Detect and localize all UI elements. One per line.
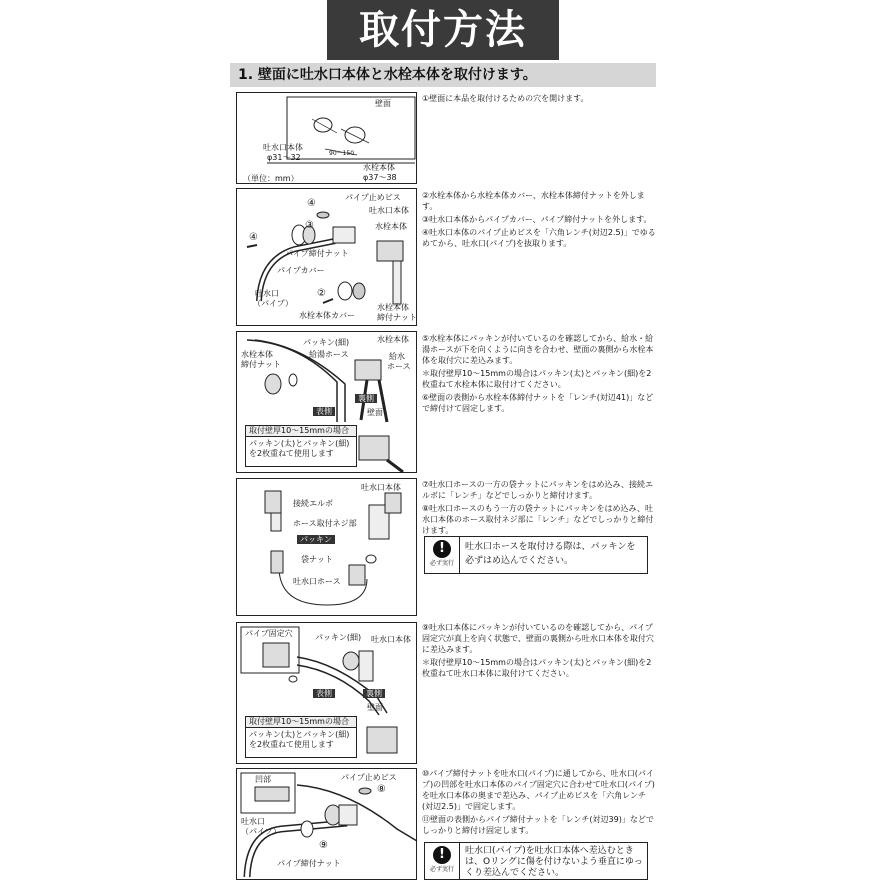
spout-dia-label: φ31～32 bbox=[267, 153, 301, 162]
note-7: ⑦吐水口ホースの一方の袋ナットにパッキンをはめ込み、接続エルボに「レンチ」などでしっかりと締付けます。 bbox=[422, 480, 654, 500]
faucet-nut-label-2: 締付ナット bbox=[241, 360, 281, 369]
thick-wall-line-2: を2枚重ねて使用します bbox=[249, 740, 334, 749]
front-side-label: 表側 bbox=[313, 407, 335, 416]
spout-body-label: 吐水口本体 bbox=[369, 206, 409, 215]
stop-screw-label: パイプ止めビス bbox=[341, 773, 397, 782]
bag-nut-label: 袋ナット bbox=[301, 555, 333, 564]
note-3: ③吐水口本体からパイプカバー、パイプ締付ナットを外します。 bbox=[422, 215, 652, 224]
thick-wall-note bbox=[245, 716, 357, 758]
thick-wall-line-2: を2枚重ねて使用します bbox=[249, 449, 334, 458]
faucet-body-label: 水栓本体 bbox=[363, 163, 395, 172]
hose-label: 吐水口ホース bbox=[293, 577, 341, 586]
faucet-body-label: 水栓本体 bbox=[375, 222, 407, 231]
must-do-icon: ! 必ず実行 bbox=[425, 843, 460, 879]
note-1: ①壁面に本品を取付けるための穴を開けます。 bbox=[422, 94, 589, 103]
thick-wall-header: 取付壁厚10～15mmの場合 bbox=[246, 426, 356, 437]
step-4-marker: ④ bbox=[307, 198, 316, 209]
wall-label: 壁面 bbox=[367, 703, 383, 712]
wall-label: 壁面 bbox=[375, 99, 391, 108]
wall-label: 壁面 bbox=[367, 408, 383, 417]
must-do-icon: ! 必ず実行 bbox=[425, 537, 460, 573]
pipe-label: （パイプ） bbox=[241, 827, 281, 836]
notes-steps-5-6 bbox=[422, 333, 657, 416]
notes-steps-10-11 bbox=[422, 768, 657, 838]
faucet-nut-label-1: 水栓本体 bbox=[377, 303, 409, 312]
notes-step-9 bbox=[422, 622, 657, 681]
panel-faucet-install bbox=[236, 331, 417, 473]
panel-pipe-insert bbox=[236, 768, 417, 880]
panel-spout-install bbox=[236, 622, 417, 764]
groove-label: 凹部 bbox=[255, 775, 271, 784]
note-4: ④吐水口本体のパイプ止めビスを「六角レンチ(対辺2.5)」でゆるめてから、吐水口(パイプ)を抜取ります。 bbox=[422, 228, 656, 248]
thick-wall-note bbox=[245, 425, 357, 467]
thick-wall-line-1: パッキン(太)とパッキン(細) bbox=[249, 439, 350, 448]
panel-disassemble bbox=[236, 188, 417, 326]
water-hose-label-1: 給水 bbox=[389, 352, 405, 361]
dimension-label: 90～150 bbox=[329, 150, 355, 157]
notes-step-1 bbox=[422, 93, 657, 106]
note-10: ⑩パイプ締付ナットを吐水口(パイプ)に通してから、吐水口(パイプ)の凹部を吐水口本体のパイプ固定穴に合わせて吐水口(パイプ)を吐水口本体の奥まで差込み、パイプ止めビスを「六角レンチ(対辺2.5)」で固定します。 bbox=[422, 769, 655, 811]
stop-screw-label: パイプ止めビス bbox=[345, 193, 401, 202]
packing-label: パッキン(細) bbox=[303, 338, 350, 347]
faucet-nut-label-1: 水栓本体 bbox=[241, 350, 273, 359]
thick-wall-line-1: パッキン(太)とパッキン(細) bbox=[249, 730, 350, 739]
panel-hose-connect bbox=[236, 478, 417, 616]
warning-text-hose: 吐水口ホースを取付ける際は、パッキンを必ずはめ込んでください。 bbox=[465, 542, 636, 566]
nut-label: パイプ締付ナット bbox=[285, 249, 349, 258]
note-11: ⑪壁面の表側からパイプ締付ナットを「レンチ(対辺39)」などでしっかりと締付け固定します。 bbox=[422, 815, 654, 835]
panel-drill-holes bbox=[236, 92, 417, 184]
spout-label: 吐水口 bbox=[241, 817, 265, 826]
faucet-dia-label: φ37～38 bbox=[363, 173, 397, 182]
front-side-label: 表側 bbox=[313, 689, 335, 698]
section-heading: 1. 壁面に吐水口本体と水栓本体を取付けます。 bbox=[230, 63, 656, 87]
water-hose-label-2: ホース bbox=[387, 362, 411, 371]
packing-label: パッキン(細) bbox=[315, 633, 362, 642]
cover-label: パイプカバー bbox=[277, 266, 325, 275]
note-2: ②水栓本体から水栓本体カバー、水栓本体締付ナットを外します。 bbox=[422, 191, 645, 211]
spout-body-label: 吐水口本体 bbox=[361, 483, 401, 492]
back-side-label: 裏側 bbox=[363, 689, 385, 698]
warning-box-hose bbox=[424, 536, 648, 574]
faucet-body-label: 水栓本体 bbox=[377, 335, 409, 344]
elbow-label: 接続エルボ bbox=[293, 499, 333, 508]
warning-text-pipe: 吐水口(パイプ)を吐水口本体へ差込むときは、Oリングに傷を付けないよう垂直にゆっくり差込んでください。 bbox=[465, 846, 643, 878]
notes-steps-2-4 bbox=[422, 190, 657, 251]
note-8: ⑧吐水口ホースのもう一方の袋ナットにパッキンをはめ込み、吐水口本体のホース取付ネジ部に「レンチ」などでしっかりと締付けます。 bbox=[422, 504, 654, 535]
step-3-marker: ③ bbox=[305, 220, 314, 231]
note-6: ⑥壁面の表側から水栓本体締付ナットを「レンチ(対辺41)」などで締付けて固定します。 bbox=[422, 393, 654, 413]
note-9: ⑨吐水口本体にパッキンが付いているのを確認してから、パイプ固定穴が真上を向く状態で、壁面の裏側から吐水口本体を取付穴に差込みます。 bbox=[422, 623, 654, 654]
hole-label: パイプ固定穴 bbox=[245, 629, 293, 638]
unit-label: （単位：mm） bbox=[243, 174, 299, 183]
nut-label: パイプ締付ナット bbox=[277, 859, 341, 868]
pipe-label: （パイプ） bbox=[253, 299, 293, 308]
note-5: ⑤水栓本体にパッキンが付いているのを確認してから、給水・給湯ホースが下を向くように向きを合わせ、壁面の裏側から水栓本体を取付穴に差込みます。 bbox=[422, 334, 654, 365]
note-5b: ＊取付壁厚10～15mmの場合はパッキン(太)とパッキン(細)を2枚重ねて水栓本体に取付けてください。 bbox=[422, 369, 652, 389]
hot-hose-label: 給湯ホース bbox=[309, 350, 349, 359]
step-4b-marker: ④ bbox=[249, 232, 258, 243]
back-side-label: 裏側 bbox=[355, 394, 377, 403]
spout-body-label: 吐水口本体 bbox=[263, 143, 303, 152]
warning-box-pipe bbox=[424, 842, 648, 880]
step-2-marker: ② bbox=[317, 288, 326, 299]
notes-steps-7-8 bbox=[422, 479, 657, 538]
note-9b: ＊取付壁厚10～15mmの場合はパッキン(太)とパッキン(細)を2枚重ねて吐水口本体に取付けてください。 bbox=[422, 658, 652, 678]
packing-label: パッキン bbox=[297, 535, 335, 544]
faucet-cover-label: 水栓本体カバー bbox=[299, 311, 355, 320]
step-9-marker: ⑨ bbox=[319, 840, 328, 851]
thread-label: ホース取付ネジ部 bbox=[293, 519, 357, 528]
spout-body-label: 吐水口本体 bbox=[371, 635, 411, 644]
step-8-marker: ⑧ bbox=[377, 784, 386, 795]
spout-label: 吐水口 bbox=[255, 289, 279, 298]
page-title: 取付方法 bbox=[327, 0, 559, 60]
faucet-nut-label-2: 締付ナット bbox=[377, 313, 417, 322]
thick-wall-header: 取付壁厚10～15mmの場合 bbox=[246, 717, 356, 728]
